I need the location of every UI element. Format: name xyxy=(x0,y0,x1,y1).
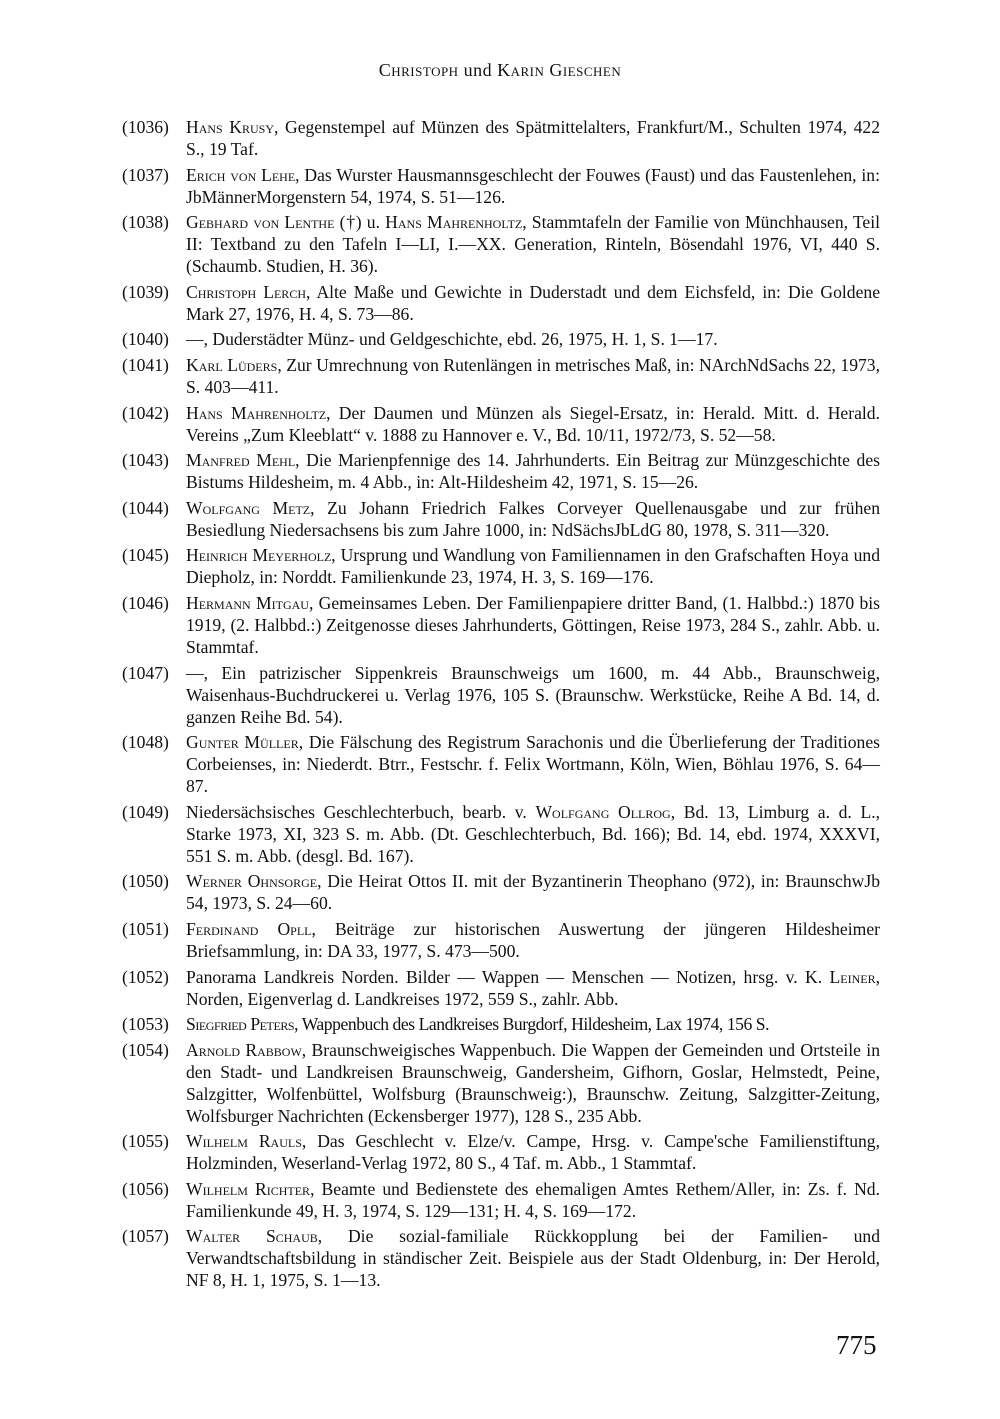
bibliography-entry xyxy=(122,328,880,350)
entry-number: (1041) xyxy=(122,354,169,375)
entry-author: Wilhelm Rauls xyxy=(186,1131,302,1152)
entry-text xyxy=(186,328,880,350)
entry-text xyxy=(186,918,880,962)
entry-citation: , Die Marienpfennige des 14. Jahrhunderts. Ein Beitrag zur Münzgeschichte des Bistums Hildesheim, m. 4 Abb., in: Alt-Hildesheim 42, 1971, S. 15—26. xyxy=(186,450,880,493)
entry-author: Karl Lüders xyxy=(186,354,278,375)
entry-text xyxy=(186,870,880,914)
bibliography-entry xyxy=(122,1178,880,1222)
entry-text xyxy=(186,116,880,160)
entry-number: (1037) xyxy=(122,164,169,185)
entry-number: (1055) xyxy=(122,1131,169,1152)
bibliography-entry xyxy=(122,116,880,160)
entry-number: (1043) xyxy=(122,450,169,471)
bibliography-list xyxy=(122,116,880,1295)
entry-connector: (†) u. xyxy=(334,212,386,233)
entry-citation: , Beiträge zur historischen Auswertung der jüngeren Hildesheimer Briefsammlung, in: DA 33, 1977, S. 473—500. xyxy=(186,918,880,961)
entry-author-secondary: Hans Mahrenholtz xyxy=(385,212,523,233)
entry-author: Christoph Lerch xyxy=(186,281,306,302)
entry-text xyxy=(186,449,880,493)
bibliography-entry xyxy=(122,731,880,797)
entry-citation: , Wappenbuch des Landkreises Burgdorf, Hildesheim, Lax 1974, 156 S. xyxy=(294,1014,770,1035)
bibliography-entry xyxy=(122,1039,880,1127)
entry-author: Hermann Mitgau xyxy=(186,592,309,613)
entry-text xyxy=(186,1225,880,1291)
entry-number: (1036) xyxy=(122,117,169,137)
entry-number: (1053) xyxy=(122,1014,169,1035)
entry-author: Siegfried Peters xyxy=(186,1014,295,1035)
bibliography-entry xyxy=(122,402,880,446)
entry-author: Manfred Mehl xyxy=(186,450,296,471)
bibliography-entry xyxy=(122,801,880,867)
entry-text xyxy=(186,731,880,797)
entry-number: (1052) xyxy=(122,966,169,987)
entry-text xyxy=(186,211,880,277)
entry-number: (1057) xyxy=(122,1226,169,1247)
entry-text xyxy=(186,801,880,867)
entry-number: (1042) xyxy=(122,402,169,423)
page-number: 775 xyxy=(836,1330,877,1360)
entry-title-part: Panorama Landkreis Norden. Bilder — Wappen — Menschen — Notizen, hrsg. v. K. xyxy=(186,966,830,987)
entry-citation: , Alte Maße und Gewichte in Duderstadt und dem Eichsfeld, in: Die Goldene Mark 27, 1976, H. 4, S. 73—86. xyxy=(186,281,880,324)
entry-author: Werner Ohnsorge xyxy=(186,871,318,892)
entry-citation: —, Ein patrizischer Sippenkreis Braunschweigs um 1600, m. 44 Abb., Braunschweig, Waisenhaus-Buchdruckerei u. Verlag 1976, 105 S. (Braunschw. Werkstücke, Reihe A Bd. 14, d. ganzen Reihe Bd. 54). xyxy=(186,662,880,727)
entry-number: (1054) xyxy=(122,1039,169,1060)
bibliography-entry xyxy=(122,281,880,325)
entry-text xyxy=(186,281,880,325)
entry-number: (1048) xyxy=(122,732,169,753)
entry-citation: , Ursprung und Wandlung von Familiennamen in den Grafschaften Hoya und Diepholz, in: Norddt. Familienkunde 23, 1974, H. 3, S. 169—176. xyxy=(186,545,880,588)
entry-number: (1051) xyxy=(122,918,169,939)
entry-text xyxy=(186,402,880,446)
entry-citation: , Norden, Eigenverlag d. Landkreises 1972, 559 S., zahlr. Abb. xyxy=(186,966,880,1009)
entry-citation: , Der Daumen und Münzen als Siegel-Ersatz, in: Herald. Mitt. d. Herald. Vereins „Zum Kleeblatt“ v. 1888 zu Hannover e. V., Bd. 10/11, 1972/73, S. 52—58. xyxy=(186,402,880,445)
entry-text xyxy=(186,497,880,541)
entry-number: (1046) xyxy=(122,592,169,613)
entry-author: Gebhard von Lenthe xyxy=(186,212,335,233)
bibliography-entry xyxy=(122,1225,880,1291)
entry-number: (1047) xyxy=(122,662,169,683)
entry-citation: , Zur Umrechnung von Rutenlängen in metrisches Maß, in: NArchNdSachs 22, 1973, S. 403—411. xyxy=(186,354,880,397)
entry-number: (1040) xyxy=(122,329,169,350)
entry-number: (1044) xyxy=(122,497,169,518)
entry-text xyxy=(186,1130,880,1174)
entry-author-secondary: Leiner xyxy=(829,966,876,987)
bibliography-entry xyxy=(122,662,880,728)
bibliography-entry xyxy=(122,1013,880,1035)
entry-text xyxy=(186,164,880,208)
header-conjunction: und xyxy=(463,60,493,80)
running-header xyxy=(0,60,1000,81)
entry-citation: , Braunschweigisches Wappenbuch. Die Wappen der Gemeinden und Ortsteile in den Stadt- und Landkreisen Braunschweig, Gandersheim, Gifhorn, Goslar, Helmstedt, Peine, Salzgitter, Wolfenbüttel, Wolfsburg (Braunschweig:), Braunschw. Zeitung, Salzgitter-Zeitung, Wolfsburger Nachrichten (Eckensberger 1977), 128 S., 235 Abb. xyxy=(186,1039,880,1126)
entry-citation: , Gegenstempel auf Münzen des Spätmittelalters, Frankfurt/M., Schulten 1974, 422 S., 19 Taf. xyxy=(186,117,881,159)
bibliography-entry xyxy=(122,870,880,914)
entry-author: Wolfgang Metz xyxy=(186,497,311,518)
entry-author: Walter Schaub xyxy=(186,1226,318,1247)
entry-author: Ferdinand Opll xyxy=(186,918,312,939)
entry-text xyxy=(186,662,880,728)
entry-text xyxy=(186,1013,880,1035)
entry-citation: , Das Wurster Hausmannsgeschlecht der Fouwes (Faust) und das Faustenlehen, in: JbMännerMorgenstern 54, 1974, S. 51—126. xyxy=(186,164,880,207)
bibliography-entry xyxy=(122,211,880,277)
entry-author: Hans Krusy xyxy=(186,117,275,137)
entry-text xyxy=(186,354,880,398)
entry-author: Erich von Lehe xyxy=(186,164,296,185)
bibliography-entry xyxy=(122,544,880,588)
entry-citation: —, Duderstädter Münz- und Geldgeschichte, ebd. 26, 1975, H. 1, S. 1—17. xyxy=(186,329,718,350)
bibliography-entry xyxy=(122,449,880,493)
bibliography-entry xyxy=(122,497,880,541)
entry-citation: , Die Fälschung des Registrum Sarachonis und die Überlieferung der Traditiones Corbeienses, in: Niederdt. Btrr., Festschr. f. Felix Wortmann, Köln, Wien, Böhlau 1976, S. 64—87. xyxy=(186,732,881,797)
entry-title-part: Niedersächsisches Geschlechterbuch, bearb. v. xyxy=(186,801,536,822)
entry-number: (1050) xyxy=(122,871,169,892)
entry-citation: , Bd. 13, Limburg a. d. L., Starke 1973, XI, 323 S. m. Abb. (Dt. Geschlechterbuch, Bd. 166); Bd. 14, ebd. 1974, XXXVI, 551 S. m. Abb. (desgl. Bd. 167). xyxy=(186,801,881,866)
entry-number: (1049) xyxy=(122,801,169,822)
entry-number: (1039) xyxy=(122,281,169,302)
entry-text xyxy=(186,1178,880,1222)
entry-author: Wilhelm Richter xyxy=(186,1178,311,1199)
bibliography-entry xyxy=(122,966,880,1010)
entry-citation: , Die sozial-familiale Rückkopplung bei der Familien- und Verwandtschaftsbildung in ständischer Zeit. Beispiele aus der Stadt Oldenburg, in: Der Herold, NF 8, H. 1, 1975, S. 1—13. xyxy=(186,1226,880,1291)
entry-author: Arnold Rabbow xyxy=(186,1039,302,1060)
header-author-1: Christoph xyxy=(378,60,459,80)
bibliography-entry xyxy=(122,592,880,658)
entry-author-secondary: Wolfgang Ollrog xyxy=(535,801,671,822)
entry-citation: , Gemeinsames Leben. Der Familienpapiere dritter Band, (1. Halbbd.:) 1870 bis 1919, (2. Halbbd.:) Zeitgenosse dieses Jahrhunderts, Göttingen, Reise 1973, 284 S., zahlr. Abb. u. Stammtaf. xyxy=(186,592,881,657)
entry-text xyxy=(186,592,880,658)
entry-author: Heinrich Meyerholz xyxy=(186,545,332,566)
entry-number: (1045) xyxy=(122,545,169,566)
entry-citation: , Das Geschlecht v. Elze/v. Campe, Hrsg. v. Campe'sche Familienstiftung, Holzminden, Weserland-Verlag 1972, 80 S., 4 Taf. m. Abb., 1 Stammtaf. xyxy=(186,1131,880,1174)
entry-citation: , Stammtafeln der Familie von Münchhausen, Teil II: Textband zu den Tafeln I—LI, I.—XX. Generation, Rinteln, Bösendahl 1976, VI, 440 S. (Schaumb. Studien, H. 36). xyxy=(186,212,881,277)
entry-author: Gunter Müller xyxy=(186,732,299,753)
entry-author: Hans Mahrenholtz xyxy=(186,402,327,423)
entry-text xyxy=(186,544,880,588)
entry-number: (1038) xyxy=(122,212,169,233)
header-author-2: Karin Gieschen xyxy=(497,60,622,80)
entry-number: (1056) xyxy=(122,1178,169,1199)
bibliography-entry xyxy=(122,1130,880,1174)
bibliography-entry xyxy=(122,354,880,398)
entry-citation: , Die Heirat Ottos II. mit der Byzantinerin Theophano (972), in: BraunschwJb 54, 1973, S. 24—60. xyxy=(186,871,881,914)
entry-citation: , Zu Johann Friedrich Falkes Corveyer Quellenausgabe und zur frühen Besiedlung Niedersachsens bis zum Jahre 1000, in: NdSächsJbLdG 80, 1978, S. 311—320. xyxy=(186,497,880,540)
entry-text xyxy=(186,966,880,1010)
bibliography-entry xyxy=(122,164,880,208)
entry-text xyxy=(186,1039,880,1127)
bibliography-entry xyxy=(122,918,880,962)
entry-citation: , Beamte und Bedienstete des ehemaligen Amtes Rethem/Aller, in: Zs. f. Nd. Familienkunde 49, H. 3, 1974, S. 129—131; H. 4, S. 169—172. xyxy=(186,1178,880,1221)
